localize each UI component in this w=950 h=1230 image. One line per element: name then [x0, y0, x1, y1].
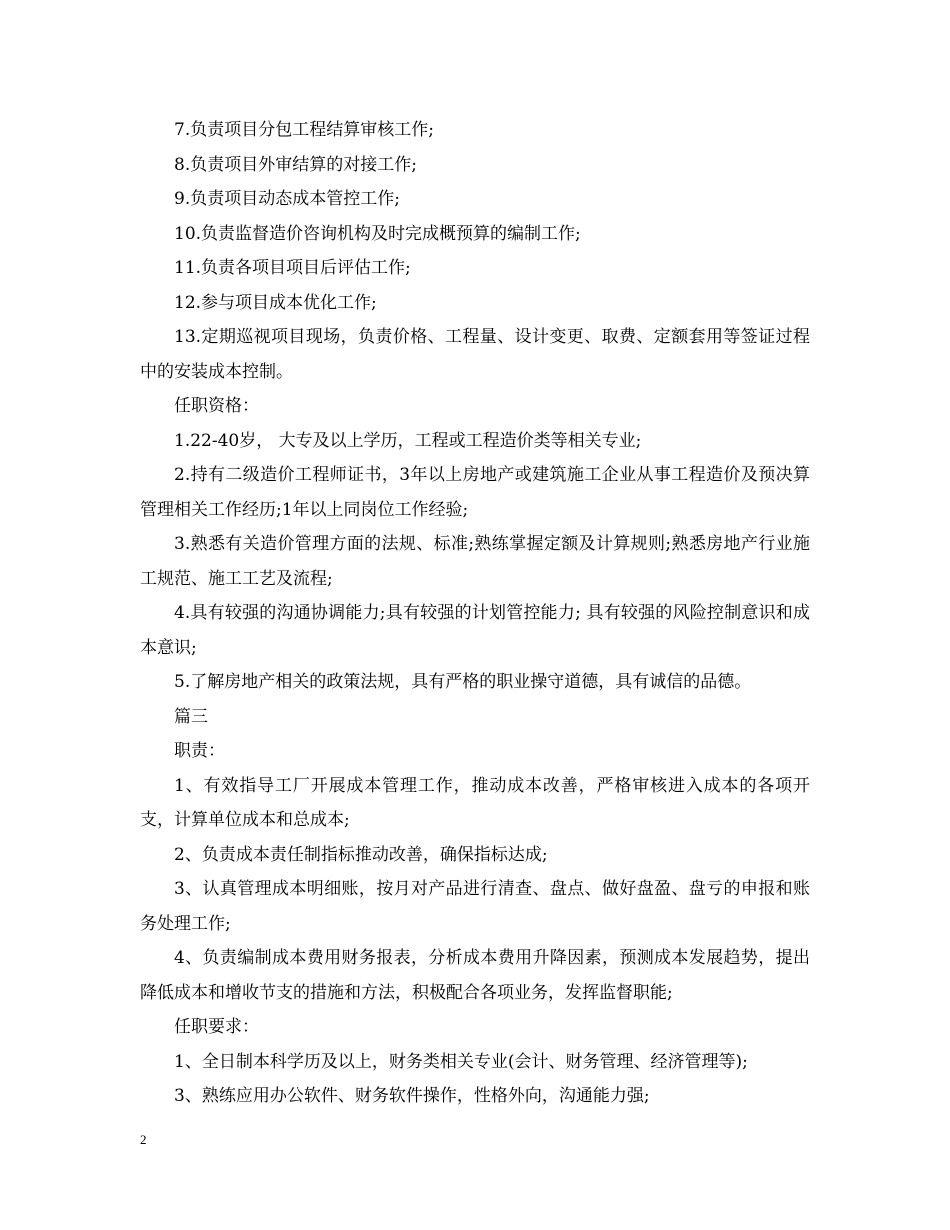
paragraph-requirement-1: 1、全日制本科学历及以上，财务类相关专业(会计、财务管理、经济管理等); [174, 1051, 748, 1072]
paragraph-qualification-5: 5.了解房地产相关的政策法规，具有严格的职业操守道德，具有诚信的品德。 [174, 672, 752, 692]
paragraph-qualification-2: 2.持有二级造价工程师证书，3年以上房地产或建筑施工企业从事工程造价及预决算管理相关工作经历;1年以上同岗位工作经验; [140, 465, 810, 520]
document-body [140, 113, 810, 1114]
paragraph-duty-9: 9.负责项目动态成本管控工作; [174, 189, 400, 209]
paragraph-qualification-3: 3.熟悉有关造价管理方面的法规、标准;熟练掌握定额及计算规则;熟悉房地产行业施工规范、施工工艺及流程; [140, 534, 810, 589]
page-number: 2 [140, 1132, 147, 1147]
heading-duties: 职责： [174, 741, 225, 761]
paragraph-qualification-4: 4.具有较强的沟通协调能力;具有较强的计划管控能力; 具有较强的风险控制意识和成本意识; [140, 603, 810, 658]
paragraph-duty-8: 8.负责项目外审结算的对接工作; [174, 154, 417, 175]
paragraph-duty-11: 11.负责各项目项目后评估工作; [174, 258, 411, 278]
heading-qualifications: 任职资格： [174, 396, 259, 416]
paragraph-qualification-1: 1.22-40岁， 大专及以上学历，工程或工程造价类等相关专业; [174, 430, 642, 451]
paragraph-duty-a4: 4、负责编制成本费用财务报表，分析成本费用升降因素，预测成本发展趋势，提出降低成本和增收节支的措施和方法，积极配合各项业务，发挥监督职能; [140, 948, 810, 1003]
paragraph-duty-13: 13.定期巡视项目现场，负责价格、工程量、设计变更、取费、定额套用等签证过程中的安装成本控制。 [140, 327, 810, 382]
paragraph-requirement-3: 3、熟练应用办公软件、财务软件操作，性格外向，沟通能力强; [174, 1086, 650, 1106]
paragraph-duty-7: 7.负责项目分包工程结算审核工作; [174, 120, 434, 140]
paragraph-duty-a2: 2、负责成本责任制指标推动改善，确保指标达成; [174, 844, 548, 865]
heading-requirements: 任职要求： [174, 1017, 259, 1037]
paragraph-duty-a1: 1、有效指导工厂开展成本管理工作，推动成本改善，严格审核进入成本的各项开支，计算单位成本和总成本; [140, 775, 810, 830]
paragraph-duty-10: 10.负责监督造价咨询机构及时完成概预算的编制工作; [174, 223, 581, 244]
paragraph-duty-a3: 3、认真管理成本明细账，按月对产品进行清查、盘点、做好盘盈、盘亏的申报和账务处理工作; [140, 879, 810, 934]
paragraph-duty-12: 12.参与项目成本优化工作; [174, 292, 377, 313]
section-heading: 篇三 [174, 706, 208, 727]
